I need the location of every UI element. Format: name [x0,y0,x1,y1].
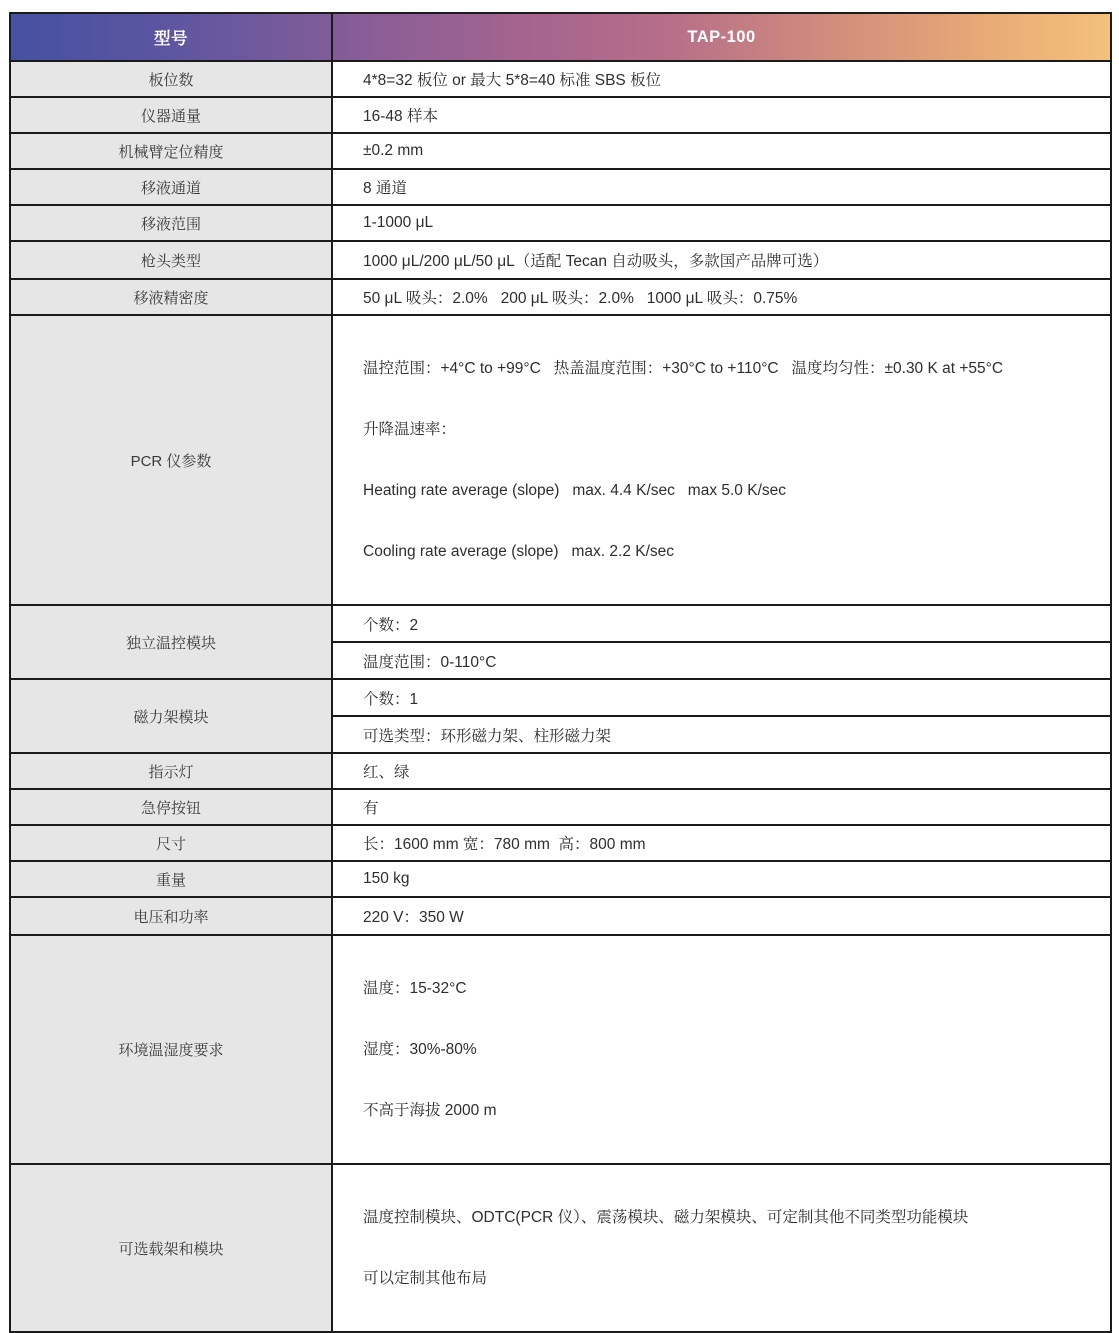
spec-value [332,935,1111,1164]
spec-label: 重量 [10,861,332,897]
spec-value-line: Heating rate average (slope) max. 4.4 K/sec max 5.0 K/sec [363,482,787,499]
spec-label: PCR 仪参数 [10,315,332,605]
spec-label: 尺寸 [10,825,332,861]
spec-value: 1-1000 μL [332,205,1111,241]
row-environment [10,935,1111,1164]
row-optional-modules [10,1164,1111,1332]
row-magnet-module [10,679,1111,716]
spec-value: 220 V：350 W [332,897,1111,935]
spec-label: 机械臂定位精度 [10,133,332,169]
spec-label: 磁力架模块 [10,679,332,753]
spec-subvalue: 个数：2 [332,605,1111,642]
spec-subvalue: 温度范围：0-110°C [332,642,1111,679]
spec-value-line: 温控范围：+4°C to +99°C 热盖温度范围：+30°C to +110°C 温度均匀性：±0.30 K at +55°C [363,360,1004,377]
row-emergency-stop [10,789,1111,825]
spec-label: 可选载架和模块 [10,1164,332,1332]
spec-label: 移液范围 [10,205,332,241]
spec-value: 4*8=32 板位 or 最大 5*8=40 标准 SBS 板位 [332,61,1111,97]
spec-value: 有 [332,789,1111,825]
spec-value-line: 温度：15-32°C [363,980,467,997]
spec-label: 移液通道 [10,169,332,205]
row-tip-type [10,241,1111,279]
spec-label: 板位数 [10,61,332,97]
spec-value: ±0.2 mm [332,133,1111,169]
row-power [10,897,1111,935]
row-arm-precision [10,133,1111,169]
spec-value-line: 不高于海拔 2000 m [363,1102,497,1119]
spec-value: 红、绿 [332,753,1111,789]
spec-label: 枪头类型 [10,241,332,279]
spec-table [9,12,1112,1333]
spec-subvalue: 个数：1 [332,679,1111,716]
spec-subvalue: 可选类型：环形磁力架、柱形磁力架 [332,716,1111,753]
row-indicator-light [10,753,1111,789]
spec-value: 8 通道 [332,169,1111,205]
spec-value-line: Cooling rate average (slope) max. 2.2 K/sec [363,543,675,560]
spec-value-line: 湿度：30%-80% [363,1041,477,1058]
spec-value-line: 可以定制其他布局 [363,1270,488,1287]
spec-value [332,1164,1111,1332]
spec-value: 150 kg [332,861,1111,897]
row-pipette-channels [10,169,1111,205]
spec-value: 长：1600 mm 宽：780 mm 高：800 mm [332,825,1111,861]
spec-label: 仪器通量 [10,97,332,133]
spec-value-line: 温度控制模块、ODTC(PCR 仪）、震荡模块、磁力架模块、可定制其他不同类型功能模块 [363,1209,969,1226]
row-throughput [10,97,1111,133]
row-pipette-range [10,205,1111,241]
row-temp-control-module [10,605,1111,642]
spec-label: 指示灯 [10,753,332,789]
spec-value: 50 μL 吸头：2.0% 200 μL 吸头：2.0% 1000 μL 吸头：0.75% [332,279,1111,315]
spec-label: 独立温控模块 [10,605,332,679]
spec-value: 16-48 样本 [332,97,1111,133]
row-pipette-precision [10,279,1111,315]
row-pcr-params [10,315,1111,605]
spec-label: 环境温湿度要求 [10,935,332,1164]
spec-value [332,315,1111,605]
header-model-value: TAP-100 [332,13,1111,61]
table-header-row [10,13,1111,61]
spec-value: 1000 μL/200 μL/50 μL（适配 Tecan 自动吸头，多款国产品牌可选） [332,241,1111,279]
header-model-label: 型号 [10,13,332,61]
row-dimensions [10,825,1111,861]
spec-label: 移液精密度 [10,279,332,315]
row-plate-positions [10,61,1111,97]
spec-label: 急停按钮 [10,789,332,825]
row-weight [10,861,1111,897]
spec-label: 电压和功率 [10,897,332,935]
spec-value-line: 升降温速率： [363,421,457,438]
